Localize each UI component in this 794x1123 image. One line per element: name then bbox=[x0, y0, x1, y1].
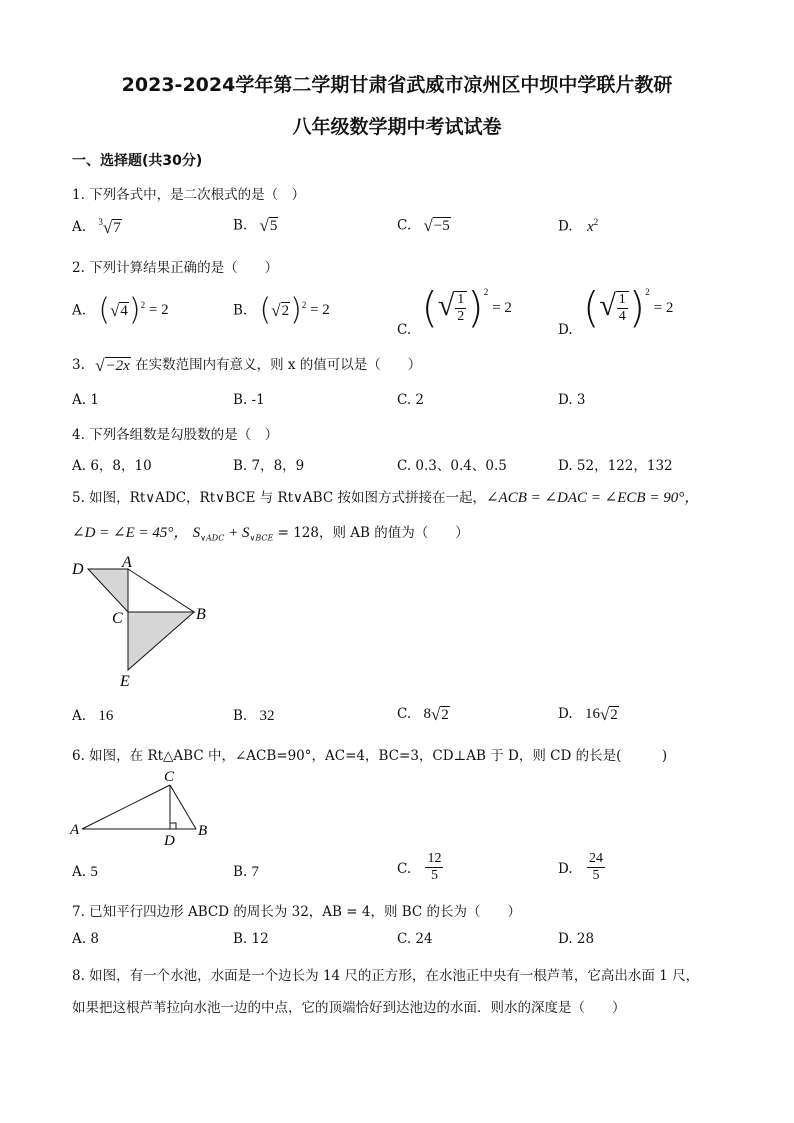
option-label: D. bbox=[558, 861, 573, 878]
q5-figure bbox=[64, 553, 224, 693]
denominator: 4 bbox=[618, 309, 626, 324]
option-label: D. bbox=[558, 218, 573, 235]
angle-condition: ∠D = ∠E = 45°， bbox=[72, 525, 189, 541]
exponent: 2 bbox=[140, 300, 146, 311]
q4-option-c: C. 0.3、0.4、0.5 bbox=[397, 458, 507, 474]
label-b: B bbox=[196, 606, 206, 623]
question-text: = 128，则 AB 的值为（ ） bbox=[273, 525, 469, 541]
question-5-line2 bbox=[72, 521, 469, 543]
q6-option-c bbox=[397, 851, 443, 884]
label-d: D bbox=[72, 561, 84, 578]
exam-title-line2: 八年级数学期中考试试卷 bbox=[292, 116, 502, 138]
denominator: 5 bbox=[430, 868, 438, 884]
option-label: A. bbox=[72, 708, 87, 724]
q3-option-d: D. 3 bbox=[558, 392, 586, 408]
option-label: A. bbox=[72, 219, 87, 235]
question-3-stem: 3. √ −2x 在实数范围内有意义，则 x 的值可以是（ ） bbox=[72, 355, 422, 375]
option-label: A. bbox=[72, 302, 87, 319]
exam-title-line1: 2023-2024学年第二学期甘肃省武威市凉州区中坝中学联片教研 bbox=[121, 74, 673, 96]
q5-option-b bbox=[233, 708, 275, 725]
side-cb bbox=[170, 785, 196, 829]
q6-figure bbox=[66, 766, 216, 850]
q4-option-a: A. 6，8，10 bbox=[72, 458, 152, 474]
q6-option-a bbox=[72, 864, 98, 881]
q2-option-c: C. ( √ $\frac{1}{2}$ ) $^2$ = 2 bbox=[397, 283, 512, 338]
numerator: 1 bbox=[455, 292, 466, 309]
option-label: D. bbox=[558, 322, 573, 338]
q4-option-b: B. 7，8，9 bbox=[233, 458, 305, 474]
radicand: 4 bbox=[120, 303, 128, 320]
coefficient: 8 bbox=[423, 706, 431, 723]
triangle-abc bbox=[128, 569, 194, 612]
question-4-stem: 4. 下列各组数是勾股数的是（ ） bbox=[72, 427, 279, 443]
question-8-line2: 如果把这根芦苇拉向水池一边的中点，它的顶端恰好到达池边的水面．则水的深度是（ ） bbox=[72, 1000, 626, 1016]
denominator: 5 bbox=[592, 868, 600, 884]
triangle-adc bbox=[88, 569, 128, 612]
q3-option-a: A. 1 bbox=[72, 392, 99, 408]
variable: x bbox=[586, 218, 594, 235]
label-b: B bbox=[198, 823, 208, 839]
angle-condition: ∠ACB = ∠DAC = ∠ECB = 90°， bbox=[485, 490, 700, 506]
option-label: B. bbox=[233, 708, 248, 724]
q3-option-c: C. 2 bbox=[397, 392, 425, 408]
q3-option-b: B. -1 bbox=[233, 392, 265, 408]
q4-option-d: D. 52，122，132 bbox=[558, 458, 673, 474]
q6-option-d bbox=[558, 851, 605, 884]
q5-option-a bbox=[72, 708, 113, 725]
option-label: B. bbox=[233, 217, 248, 234]
question-6-stem: 6. 如图，在 Rt△ABC 中，∠ACB=90°，AC=4，BC=3，CD⊥AB 于 D，则 CD 的长是( ) bbox=[72, 748, 668, 764]
q7-option-c: C. 24 bbox=[397, 931, 433, 947]
q2-option-b: B. ( √ 2 )$^2$ = 2 bbox=[233, 293, 330, 328]
area-symbol: S bbox=[192, 525, 201, 541]
radicand: −5 bbox=[433, 218, 450, 234]
numerator: 12 bbox=[425, 851, 443, 868]
q7-option-b: B. 12 bbox=[233, 931, 269, 947]
exponent: 2 bbox=[483, 287, 489, 297]
option-value: 7 bbox=[251, 864, 260, 880]
q5-option-d: D. 16 √ 2 bbox=[558, 705, 618, 724]
numerator: 24 bbox=[587, 851, 605, 868]
q1-option-a: A. $^3$ √ 7 bbox=[72, 217, 121, 237]
equation-rhs: = 2 bbox=[492, 299, 512, 316]
question-1-stem: 1. 下列各式中，是二次根式的是（ ） bbox=[72, 187, 306, 203]
option-value: 32 bbox=[259, 708, 275, 724]
option-value: 16 bbox=[98, 708, 114, 724]
q1-option-b: B. √ 5 bbox=[233, 216, 278, 235]
question-number: 3. bbox=[72, 357, 85, 373]
label-e: E bbox=[120, 673, 130, 690]
q5-option-c: C. 8 √ 2 bbox=[397, 705, 449, 724]
q2-option-d: D. ( √ $\frac{1}{4}$ ) $^2$ = 2 bbox=[558, 283, 674, 338]
radicand: 2 bbox=[441, 707, 449, 723]
q2-option-a: A. ( √ 4 )$^2$ = 2 bbox=[72, 293, 169, 328]
exponent: 2 bbox=[301, 300, 307, 311]
question-5-line1 bbox=[72, 486, 699, 507]
q7-option-a: A. 8 bbox=[72, 931, 99, 947]
radicand: −2x bbox=[105, 357, 130, 374]
option-label: C. bbox=[397, 706, 412, 723]
radicand: 7 bbox=[113, 219, 121, 236]
section-heading: 一、选择题(共30分) bbox=[72, 153, 203, 169]
label-a: A bbox=[70, 822, 80, 838]
coefficient: 16 bbox=[584, 706, 600, 723]
area-subscript: ∨BCE bbox=[249, 533, 274, 543]
equation-rhs: = 2 bbox=[653, 299, 674, 316]
side-ac bbox=[82, 785, 170, 829]
question-8-line1: 8. 如图，有一个水池，水面是一个边长为 14 尺的正方形，在水池正中央有一根芦苇，它高出水面 1 尺， bbox=[72, 968, 700, 984]
question-text: 5. 如图，Rt∨ADC，Rt∨BCE 与 Rt∨ABC 按如图方式拼接在一起， bbox=[72, 490, 486, 506]
option-label: A. bbox=[72, 864, 87, 880]
right-angle-mark bbox=[170, 823, 176, 829]
numerator: 1 bbox=[617, 292, 628, 309]
option-label: B. bbox=[233, 302, 248, 319]
equation-rhs: = 2 bbox=[148, 302, 169, 319]
label-a: A bbox=[122, 554, 132, 571]
option-label: C. bbox=[397, 217, 412, 234]
root-index: 3 bbox=[98, 217, 103, 227]
radicand: 2 bbox=[281, 303, 290, 320]
option-label: B. bbox=[233, 864, 248, 880]
option-label: C. bbox=[397, 322, 412, 338]
question-2-stem: 2. 下列计算结果正确的是（ ） bbox=[72, 260, 279, 276]
area-symbol: + S bbox=[224, 525, 250, 541]
q6-option-b bbox=[233, 864, 259, 881]
equation-rhs: = 2 bbox=[310, 302, 330, 319]
triangle-bce bbox=[128, 612, 194, 670]
radicand: 2 bbox=[610, 707, 618, 723]
label-d: D bbox=[164, 833, 175, 849]
area-subscript: ∨ADC bbox=[200, 533, 225, 543]
option-label: C. bbox=[397, 861, 412, 878]
label-c: C bbox=[164, 769, 175, 785]
denominator: 2 bbox=[457, 309, 465, 324]
radicand: 5 bbox=[269, 218, 278, 234]
option-label: D. bbox=[558, 706, 573, 723]
q1-option-c: C. √ −5 bbox=[397, 216, 450, 235]
label-c: C bbox=[112, 610, 123, 627]
exponent: 2 bbox=[593, 217, 599, 227]
q1-option-d bbox=[558, 217, 598, 236]
question-7-stem: 7. 已知平行四边形 ABCD 的周长为 32，AB = 4，则 BC 的长为（ ） bbox=[72, 904, 522, 920]
question-text: 在实数范围内有意义，则 x 的值可以是（ ） bbox=[135, 357, 422, 373]
q7-option-d: D. 28 bbox=[558, 931, 595, 947]
exponent: 2 bbox=[645, 287, 650, 297]
option-value: 5 bbox=[90, 864, 98, 880]
